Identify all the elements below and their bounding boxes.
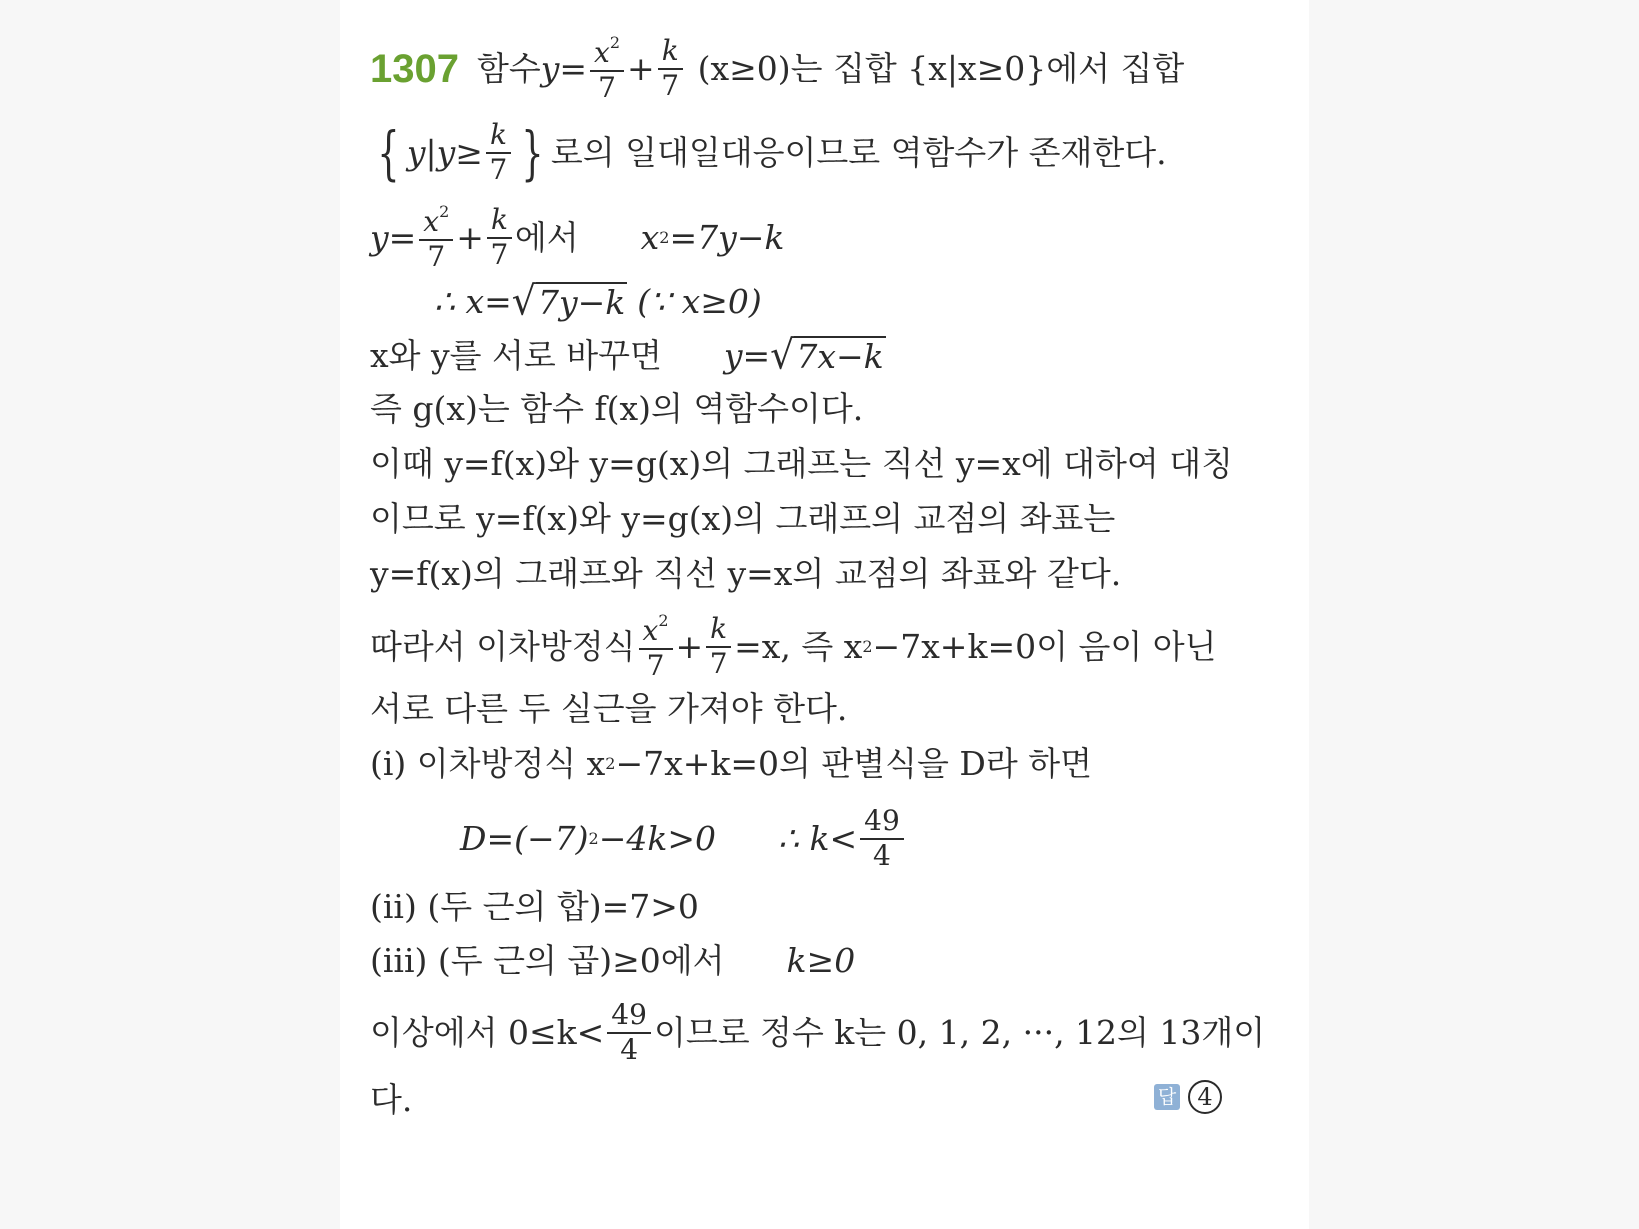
line-2 bbox=[370, 120, 1167, 186]
swap-text: x와 y를 서로 바꾸면 bbox=[370, 335, 662, 375]
frac-den: 7 bbox=[427, 239, 446, 273]
radical-sign: √ bbox=[511, 277, 536, 325]
frac-num: x bbox=[594, 36, 610, 69]
fraction-x2-over-7 bbox=[639, 612, 673, 682]
math-y-eq: y= bbox=[540, 49, 588, 89]
exponent: 2 bbox=[588, 828, 599, 848]
answer-choice: 4 bbox=[1188, 1080, 1222, 1114]
sqrt-7x-minus-k bbox=[770, 331, 885, 379]
math-y-eq: y= bbox=[723, 335, 771, 375]
therefore-x-eq: ∴ x= bbox=[434, 281, 512, 321]
frac-num: k bbox=[486, 120, 511, 154]
frac-num: 49 bbox=[860, 806, 904, 840]
equation-rest: −7x+k=0이 음이 아닌 bbox=[872, 627, 1217, 667]
frac-den: 7 bbox=[598, 70, 616, 104]
therefore-k-lt: ∴ k< bbox=[778, 819, 858, 859]
discriminant-rest: −4k>0 bbox=[598, 819, 716, 859]
solution-page bbox=[340, 0, 1309, 1229]
line-17: 다. bbox=[370, 1080, 413, 1119]
frac-num: 49 bbox=[607, 1000, 651, 1034]
exponent: 2 bbox=[862, 636, 873, 656]
conclusion-rest: 이므로 정수 k는 0, 1, 2, ···, 12의 13개이 bbox=[653, 1013, 1266, 1053]
equation-part: =x, 즉 x bbox=[734, 627, 863, 667]
radicand: 7x−k bbox=[796, 337, 884, 376]
radicand: 7y−k bbox=[537, 283, 626, 322]
fraction-49-over-4 bbox=[607, 1000, 651, 1066]
exponent: 2 bbox=[605, 753, 616, 773]
frac-exp: 2 bbox=[609, 33, 621, 52]
line-1 bbox=[370, 34, 1184, 104]
text-hamsu: 함수 bbox=[476, 49, 541, 89]
case-iii-result: k≥0 bbox=[786, 941, 856, 980]
right-margin bbox=[1309, 0, 1639, 1229]
answer-icon: 답 bbox=[1154, 1084, 1180, 1110]
line-6: 즉 g(x)는 함수 f(x)의 역함수이다. bbox=[370, 389, 864, 428]
case-i-text: (i) 이차방정식 x bbox=[370, 744, 606, 783]
frac-exp: 2 bbox=[658, 611, 669, 630]
frac-den: 7 bbox=[490, 237, 509, 271]
exponent: 2 bbox=[659, 227, 670, 247]
frac-num: k bbox=[658, 36, 683, 70]
line-12 bbox=[370, 744, 1092, 783]
line-7: 이때 y=f(x)와 y=g(x)의 그래프는 직선 y=x에 대하여 대칭 bbox=[370, 444, 1234, 483]
text-eseo: 에서 bbox=[514, 218, 579, 258]
right-brace: } bbox=[521, 118, 544, 187]
line-14: (ii) (두 근의 합)=7>0 bbox=[370, 887, 699, 926]
case-i-rest: −7x+k=0의 판별식을 D라 하면 bbox=[615, 744, 1092, 783]
line-4 bbox=[434, 277, 762, 325]
radical-sign: √ bbox=[770, 331, 795, 379]
because-condition: (∵ x≥0) bbox=[637, 281, 762, 321]
line-3 bbox=[370, 203, 784, 273]
plus-sign: + bbox=[627, 49, 655, 89]
fraction-x2-over-7 bbox=[419, 203, 453, 273]
frac-num: k bbox=[706, 614, 731, 648]
frac-num: k bbox=[487, 205, 512, 239]
frac-num: x bbox=[423, 205, 440, 238]
case-iii-text: (iii) (두 근의 곱)≥0에서 bbox=[370, 941, 725, 980]
discriminant: D=(−7) bbox=[460, 819, 589, 859]
math-y-eq: y= bbox=[370, 218, 417, 258]
conclusion-text: 이상에서 0≤k< bbox=[370, 1013, 605, 1053]
line-10 bbox=[370, 612, 1216, 682]
sqrt-7y-minus-k bbox=[511, 277, 628, 325]
fraction-k-over-7 bbox=[706, 614, 731, 680]
plus-sign: + bbox=[456, 218, 484, 258]
fraction-49-over-4 bbox=[860, 806, 904, 872]
frac-num: x bbox=[642, 614, 659, 647]
line-5 bbox=[370, 331, 886, 379]
text-ttaraseo: 따라서 이차방정식 bbox=[370, 627, 636, 667]
answer bbox=[1140, 1080, 1222, 1114]
frac-den: 7 bbox=[489, 152, 508, 186]
left-margin bbox=[0, 0, 340, 1229]
set-condition: y|y≥ bbox=[406, 133, 483, 173]
frac-exp: 2 bbox=[439, 202, 450, 221]
frac-den: 4 bbox=[620, 1032, 639, 1066]
line-16 bbox=[370, 1000, 1265, 1066]
answer-marker bbox=[1154, 1080, 1222, 1114]
frac-den: 7 bbox=[709, 646, 728, 680]
left-brace: { bbox=[377, 118, 400, 187]
line-15 bbox=[370, 941, 856, 980]
math-equation: =7y−k bbox=[669, 218, 785, 258]
problem-number: 1307 bbox=[370, 46, 459, 91]
line-9: y=f(x)의 그래프와 직선 y=x의 교점의 좌표와 같다. bbox=[370, 554, 1122, 593]
frac-den: 4 bbox=[873, 838, 891, 872]
frac-den: 7 bbox=[646, 648, 665, 682]
frac-den: 7 bbox=[661, 68, 680, 102]
fraction-k-over-7 bbox=[658, 36, 683, 102]
line-8: 이므로 y=f(x)와 y=g(x)의 그래프의 교점의 좌표는 bbox=[370, 499, 1116, 538]
fraction-k-over-7 bbox=[487, 205, 512, 271]
math-x: x bbox=[640, 218, 660, 258]
line-2-rest: 로의 일대일대응이므로 역함수가 존재한다. bbox=[550, 133, 1167, 173]
plus-sign: + bbox=[675, 627, 704, 667]
line-13 bbox=[460, 806, 907, 872]
fraction-k-over-7 bbox=[486, 120, 511, 186]
line-11: 서로 다른 두 실근을 가져야 한다. bbox=[370, 689, 848, 728]
fraction-x2-over-7 bbox=[590, 34, 624, 104]
line-1-rest: (x≥0)는 집합 {x|x≥0}에서 집합 bbox=[697, 49, 1185, 89]
